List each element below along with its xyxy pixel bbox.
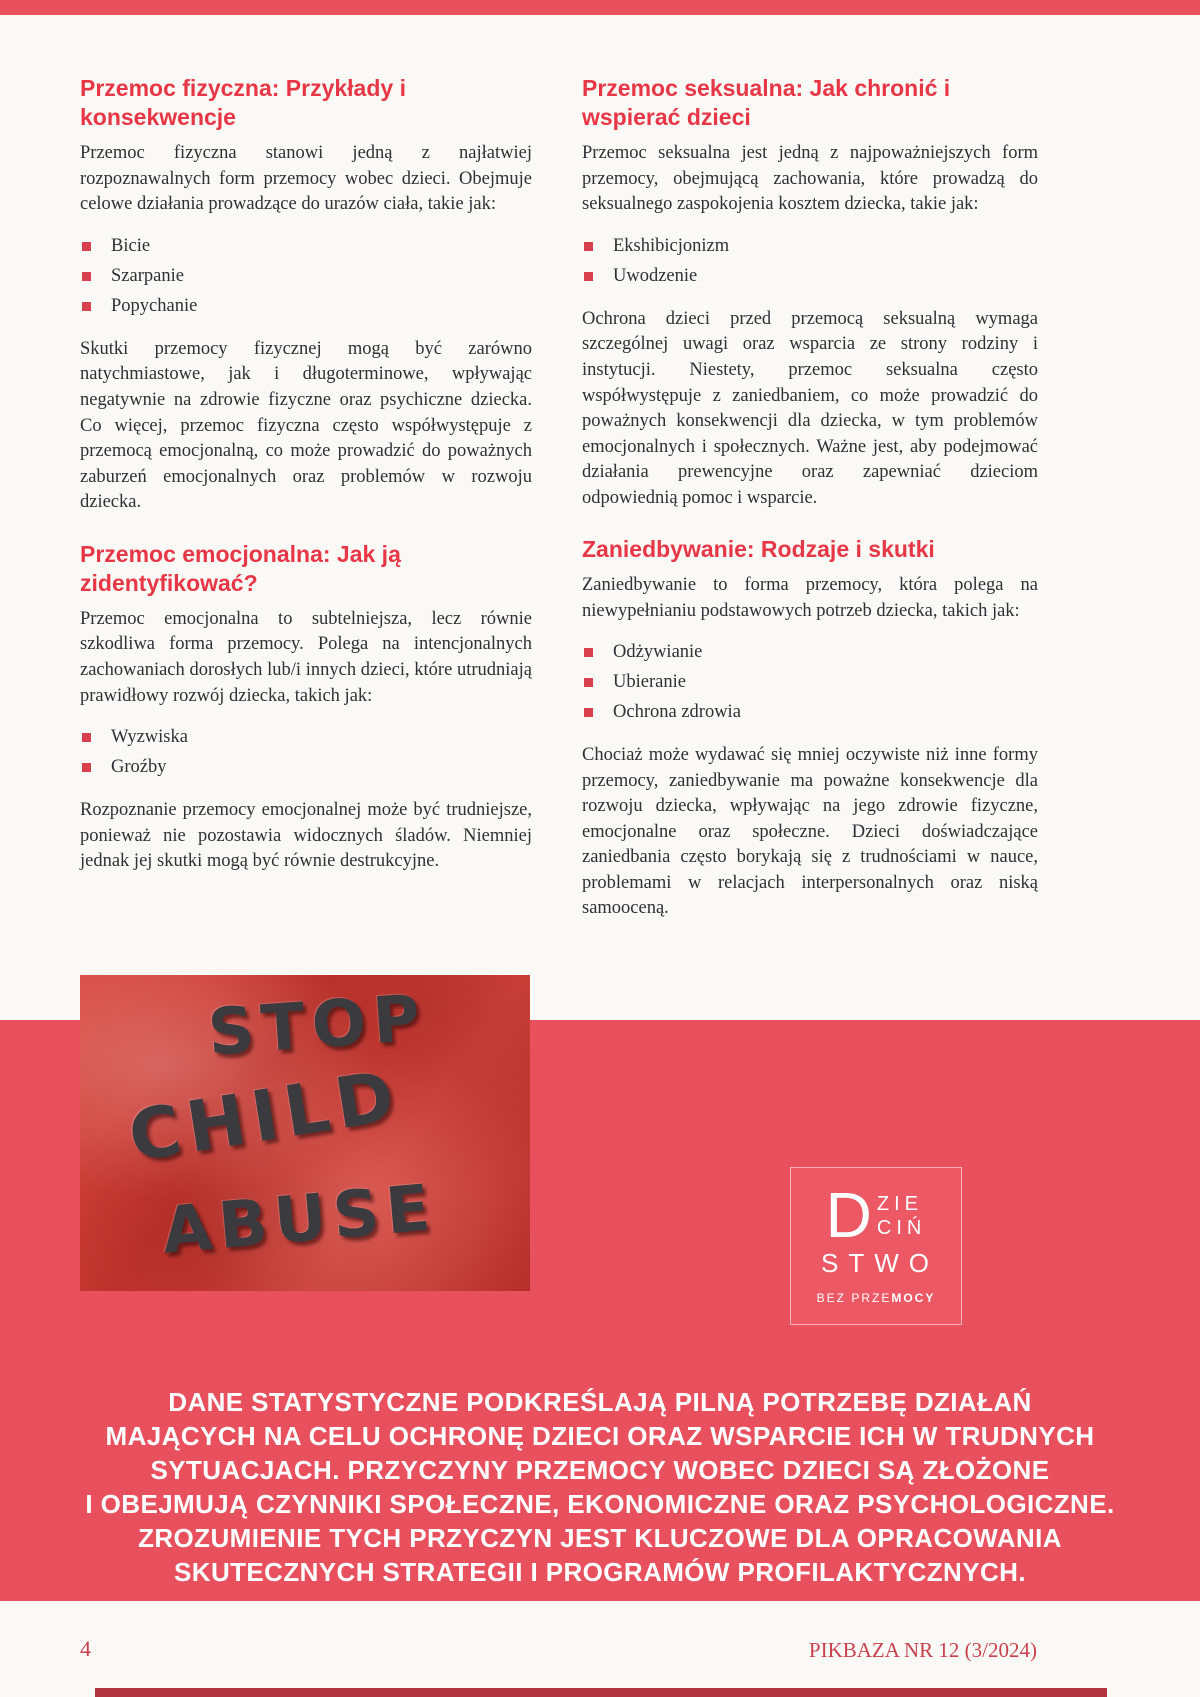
- logo-tagline-thin: BEZ PRZE: [816, 1290, 892, 1305]
- bullet-square-icon: [82, 302, 91, 311]
- paragraph: Zaniedbywanie to forma przemocy, która polega na niewypełnianiu podstawowych potrzeb dziecka, takich jak:: [582, 575, 1038, 621]
- paragraph: Skutki przemocy fizycznej mogą być zarówno natychmiastowe, jak i długoterminowe, wpływając negatywnie na zdrowie fizyczne oraz psychiczne dziecka. Co więcej, przemoc fizyczna często współwystępuje z przemocą emocjonalną, co może prowadzić do poważnych zaburzeń emocjonalnych oraz problemów w rozwoju dziecka.: [80, 338, 532, 513]
- banner-line: SYTUACJACH. PRZYCZYNY PRZEMOCY WOBEC DZIECI SĄ ZŁOŻONE: [150, 1455, 1050, 1485]
- statistics-banner: [0, 1385, 1200, 1589]
- logo-tagline-bold: MOCY: [891, 1290, 936, 1305]
- page-number: 4: [80, 1636, 91, 1661]
- paragraph: Przemoc seksualna jest jedną z najpoważniejszych form przemocy, obejmującą zachowania, które prowadzą do seksualnego zaspokojenia kosztem dziecka, takie jak:: [582, 143, 1038, 215]
- bullet-square-icon: [584, 678, 593, 687]
- list-item: [582, 702, 1038, 723]
- logo-tagline: [817, 1291, 936, 1305]
- section-heading-physical-violence: Przemoc fizyczna: Przykłady i konsekwencje: [80, 75, 406, 131]
- logo-top-row: [825, 1179, 927, 1252]
- list-item-label: Wyzwiska: [111, 727, 188, 748]
- logo-zie-cin: [877, 1192, 926, 1240]
- list-item-label: Ubieranie: [613, 672, 686, 693]
- bullet-square-icon: [82, 242, 91, 251]
- list-item-label: Ekshibicjonizm: [613, 235, 730, 256]
- list-item-label: Bicie: [111, 235, 151, 256]
- photo-word-stop: STOP: [205, 981, 430, 1071]
- list-item: [80, 296, 532, 317]
- bullet-square-icon: [584, 648, 593, 657]
- list-item-label: Ochrona zdrowia: [613, 702, 741, 723]
- bullet-square-icon: [584, 242, 593, 251]
- bullet-square-icon: [584, 708, 593, 717]
- bullet-list: [80, 236, 532, 317]
- bullet-square-icon: [584, 272, 593, 281]
- list-item-label: Odżywianie: [613, 642, 703, 663]
- list-item: [80, 727, 532, 748]
- list-item: [582, 236, 1038, 257]
- paragraph: Ochrona dzieci przed przemocą seksualną wymaga szczególnej uwagi oraz wsparcia ze strony rodziny i instytucji. Niestety, przemoc seksualna często współwystępuje z zaniedbaniem, co może prowadzić do poważnych konsekwencji dla dziecka, w tym problemów emocjonalnych i społecznych. Ważne jest, aby podejmować działania prewencyjne oraz zapewniać dzieciom odpowiednią pomoc i wsparcie.: [582, 308, 1038, 508]
- right-column: [582, 74, 1038, 934]
- section-heading-sexual-violence: Przemoc seksualna: Jak chronić i wspierać dzieci: [582, 75, 951, 131]
- banner-line: I OBEJMUJĄ CZYNNIKI SPOŁECZNE, EKONOMICZNE ORAZ PSYCHOLOGICZNE.: [85, 1489, 1115, 1519]
- logo-d-glyph: D: [825, 1179, 872, 1252]
- paragraph: Przemoc emocjonalna to subtelniejsza, lecz równie szkodliwa forma przemocy. Polega na intencjonalnych zachowaniach dorosłych lub/i innych dzieci, które utrudniają prawidłowy rozwój dziecka, takich jak:: [80, 608, 532, 706]
- list-item-label: Szarpanie: [111, 265, 184, 286]
- bullet-list: [80, 727, 532, 778]
- paragraph: Rozpoznanie przemocy emocjonalnej może być trudniejsze, ponieważ nie pozostawia widocznych śladów. Niemniej jednak jej skutki mogą być równie destrukcyjne.: [80, 800, 532, 872]
- banner-line: ZROZUMIENIE TYCH PRZYCZYN JEST KLUCZOWE DLA OPRACOWANIA: [138, 1523, 1062, 1553]
- banner-line: DANE STATYSTYCZNE PODKREŚLAJĄ PILNĄ POTRZEBĘ DZIAŁAŃ: [168, 1387, 1032, 1417]
- list-item: [80, 757, 532, 778]
- bullet-square-icon: [82, 272, 91, 281]
- section-heading-neglect: Zaniedbywanie: Rodzaje i skutki: [582, 536, 935, 563]
- banner-line: SKUTECZNYCH STRATEGII I PROGRAMÓW PROFILAKTYCZNYCH.: [174, 1557, 1026, 1587]
- list-item: [80, 236, 532, 257]
- list-item-label: Uwodzenie: [613, 265, 698, 286]
- banner-line: MAJĄCYCH NA CELU OCHRONĘ DZIECI ORAZ WSPARCIE ICH W TRUDNYCH: [105, 1421, 1095, 1451]
- paragraph: Przemoc fizyczna stanowi jedną z najłatwiej rozpoznawalnych form przemocy wobec dzieci. Obejmuje celowe działania prowadzące do urazów ciała, takie jak:: [80, 143, 532, 215]
- bullet-square-icon: [82, 733, 91, 742]
- paragraph: Chociaż może wydawać się mniej oczywiste niż inne formy przemocy, zaniedbywanie ma poważne konsekwencje dla rozwoju dziecka, wpływając na jego zdrowie fizyczne, emocjonalne oraz społeczne. Dzieci doświadczające zaniedbania często borykają się z trudnościami w nauce, problemami w relacjach interpersonalnych oraz niską samooceną.: [582, 745, 1038, 919]
- bottom-accent-strip: [95, 1688, 1107, 1697]
- logo-text-zie: ZIE: [876, 1192, 923, 1215]
- bullet-list: [582, 642, 1038, 723]
- list-item: [582, 672, 1038, 693]
- logo-text-stwo: STWO: [821, 1247, 939, 1278]
- logo-text-cin: CIŃ: [876, 1216, 927, 1239]
- list-item: [582, 642, 1038, 663]
- photo-word-abuse: ABUSE: [159, 1171, 440, 1269]
- bullet-square-icon: [82, 763, 91, 772]
- list-item-label: Popychanie: [111, 295, 198, 316]
- list-item: [582, 266, 1038, 287]
- left-column: [80, 74, 532, 887]
- list-item: [80, 266, 532, 287]
- list-item-label: Groźby: [111, 757, 167, 778]
- section-heading-emotional-violence: Przemoc emocjonalna: Jak ją zidentyfikować?: [80, 540, 401, 596]
- stop-child-abuse-photo: [80, 975, 530, 1291]
- dziecinstwo-bez-przemocy-logo: [790, 1167, 962, 1325]
- photo-word-child: CHILD: [123, 1054, 407, 1178]
- top-accent-bar: [0, 0, 1200, 15]
- bullet-list: [582, 236, 1038, 287]
- issue-label: PIKBAZA NR 12 (3/2024): [808, 1638, 1037, 1662]
